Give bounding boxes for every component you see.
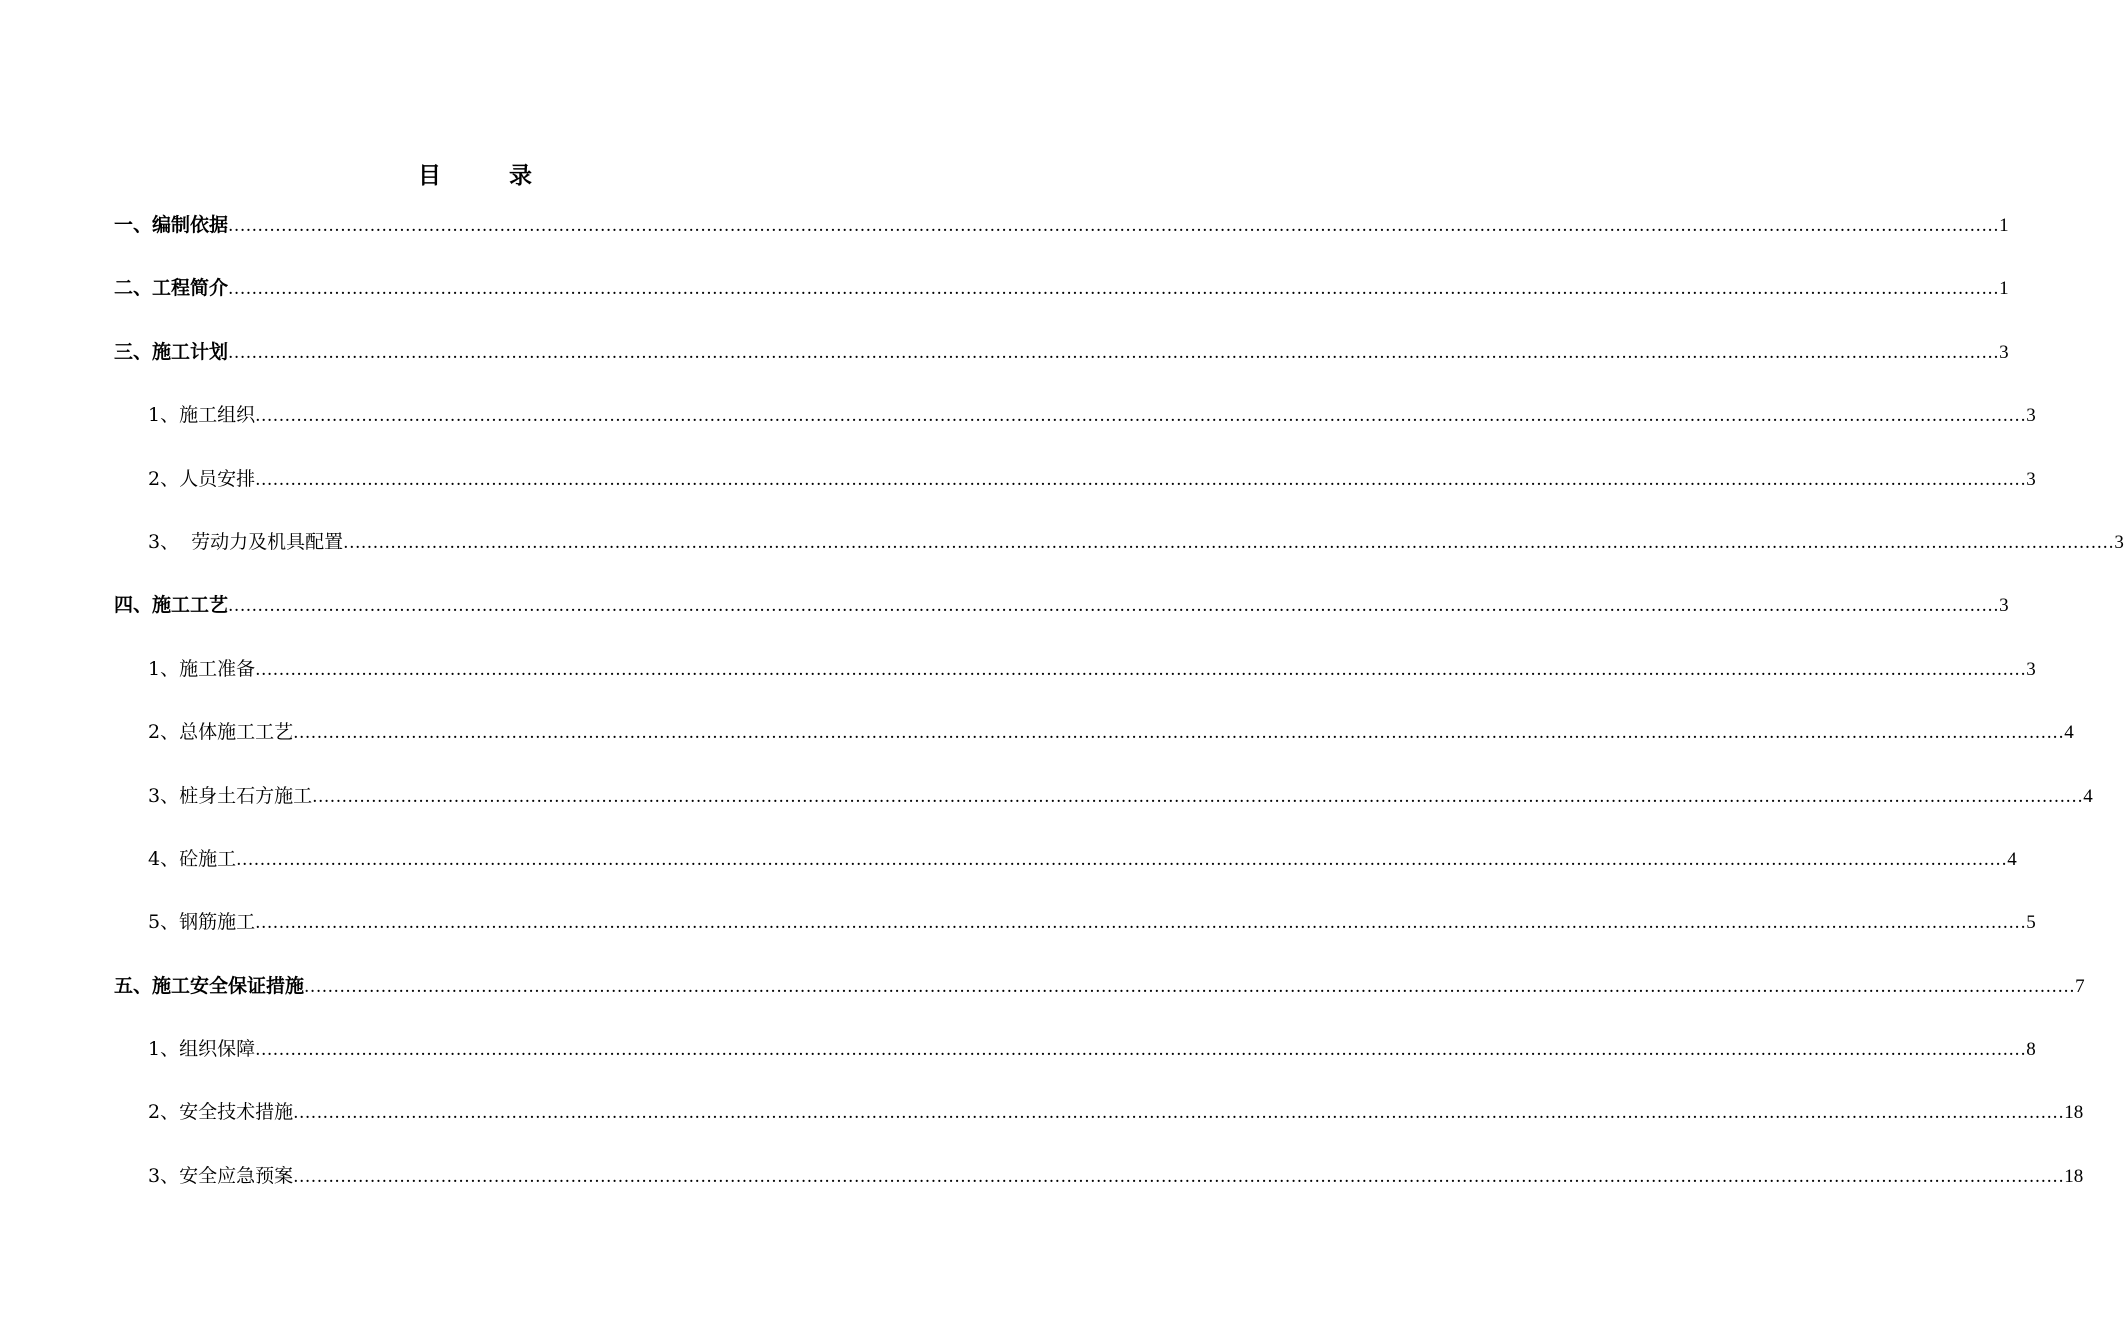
toc-entry-label: 2、人员安排 — [148, 467, 256, 490]
toc-entry[interactable] — [114, 335, 2009, 398]
toc-entry-label: 一、编制依据 — [114, 214, 229, 236]
toc-entry-label: 1、施工组织 — [148, 404, 256, 427]
toc-entry[interactable] — [114, 715, 2074, 778]
toc-page-number: 3 — [2026, 658, 2036, 680]
toc-entry-label: 3、 劳动力及机具配置 — [148, 530, 344, 553]
toc-page-number: 3 — [2114, 531, 2124, 553]
toc-page-number: 18 — [2064, 1102, 2084, 1124]
toc-leader-dots: ............................................................................................................................................................................................................................................................................................................ — [228, 216, 2000, 236]
toc-entry-label: 三、施工计划 — [114, 340, 229, 363]
toc-page-number: 4 — [2007, 848, 2017, 870]
toc-title: 目 录 — [417, 162, 562, 189]
toc-leader-dots: ............................................................................................................................................................................................................................................................................................................ — [293, 723, 2065, 744]
toc-entry-label: 1、组织保障 — [148, 1038, 256, 1061]
toc-entry[interactable] — [114, 588, 2009, 651]
toc-page-number: 4 — [2064, 722, 2074, 744]
toc-entry[interactable] — [114, 1032, 2036, 1095]
table-of-contents — [114, 208, 2124, 1222]
toc-page-number: 8 — [2026, 1039, 2036, 1061]
toc-page-number: 18 — [2064, 1165, 2084, 1187]
toc-entry-label: 2、总体施工工艺 — [148, 721, 294, 744]
toc-page-number: 3 — [1999, 341, 2009, 363]
toc-leader-dots: ............................................................................................................................................................................................................................................................................................................ — [343, 532, 2115, 553]
toc-leader-dots: ............................................................................................................................................................................................................................................................................................................ — [255, 1040, 2027, 1061]
toc-leader-dots: ............................................................................................................................................................................................................................................................................................................ — [236, 849, 2008, 870]
toc-entry-label: 3、安全应急预案 — [148, 1164, 294, 1187]
toc-entry-label: 五、施工安全保证措施 — [114, 974, 305, 997]
toc-entry-label: 2、安全技术措施 — [148, 1101, 294, 1124]
toc-entry[interactable] — [114, 905, 2036, 968]
toc-entry[interactable] — [114, 652, 2036, 715]
toc-page-number: 1 — [1999, 215, 2009, 236]
toc-leader-dots: ............................................................................................................................................................................................................................................................................................................ — [312, 786, 2084, 807]
toc-leader-dots: ............................................................................................................................................................................................................................................................................................................ — [255, 913, 2027, 934]
toc-page-number: 5 — [2026, 912, 2036, 934]
toc-leader-dots: ............................................................................................................................................................................................................................................................................................................ — [228, 279, 2000, 300]
toc-page-number: 1 — [1999, 278, 2009, 300]
toc-entry[interactable] — [114, 398, 2036, 461]
toc-leader-dots: ............................................................................................................................................................................................................................................................................................................ — [293, 1103, 2065, 1124]
toc-leader-dots: ............................................................................................................................................................................................................................................................................................................ — [255, 659, 2027, 680]
toc-entry-label: 4、砼施工 — [148, 847, 237, 870]
toc-entry-label: 5、钢筋施工 — [148, 911, 256, 934]
toc-entry[interactable] — [114, 1095, 2084, 1158]
toc-entry-label: 3、桩身土石方施工 — [148, 784, 313, 807]
toc-entry[interactable] — [114, 271, 2009, 334]
toc-leader-dots: ............................................................................................................................................................................................................................................................................................................ — [228, 342, 2000, 363]
toc-entry[interactable] — [114, 1159, 2084, 1222]
toc-entry-label: 二、工程简介 — [114, 277, 229, 300]
toc-entry-label: 四、施工工艺 — [114, 594, 229, 617]
toc-entry[interactable] — [114, 525, 2124, 588]
toc-entry[interactable] — [114, 842, 2017, 905]
toc-entry[interactable] — [114, 208, 2009, 271]
toc-leader-dots: ............................................................................................................................................................................................................................................................................................................ — [293, 1166, 2065, 1187]
toc-page-number: 7 — [2075, 975, 2085, 997]
toc-page-number: 4 — [2083, 785, 2093, 807]
toc-page-number: 3 — [2026, 468, 2036, 490]
toc-entry[interactable] — [114, 969, 2085, 1032]
toc-leader-dots: ............................................................................................................................................................................................................................................................................................................ — [228, 596, 2000, 617]
toc-page-number: 3 — [1999, 595, 2009, 617]
toc-entry[interactable] — [114, 779, 2093, 842]
toc-leader-dots: ............................................................................................................................................................................................................................................................................................................ — [255, 469, 2027, 490]
toc-page-number: 3 — [2026, 405, 2036, 427]
toc-leader-dots: ............................................................................................................................................................................................................................................................................................................ — [304, 976, 2076, 997]
toc-entry[interactable] — [114, 462, 2036, 525]
toc-entry-label: 1、施工准备 — [148, 657, 256, 680]
toc-leader-dots: ............................................................................................................................................................................................................................................................................................................ — [255, 406, 2027, 427]
